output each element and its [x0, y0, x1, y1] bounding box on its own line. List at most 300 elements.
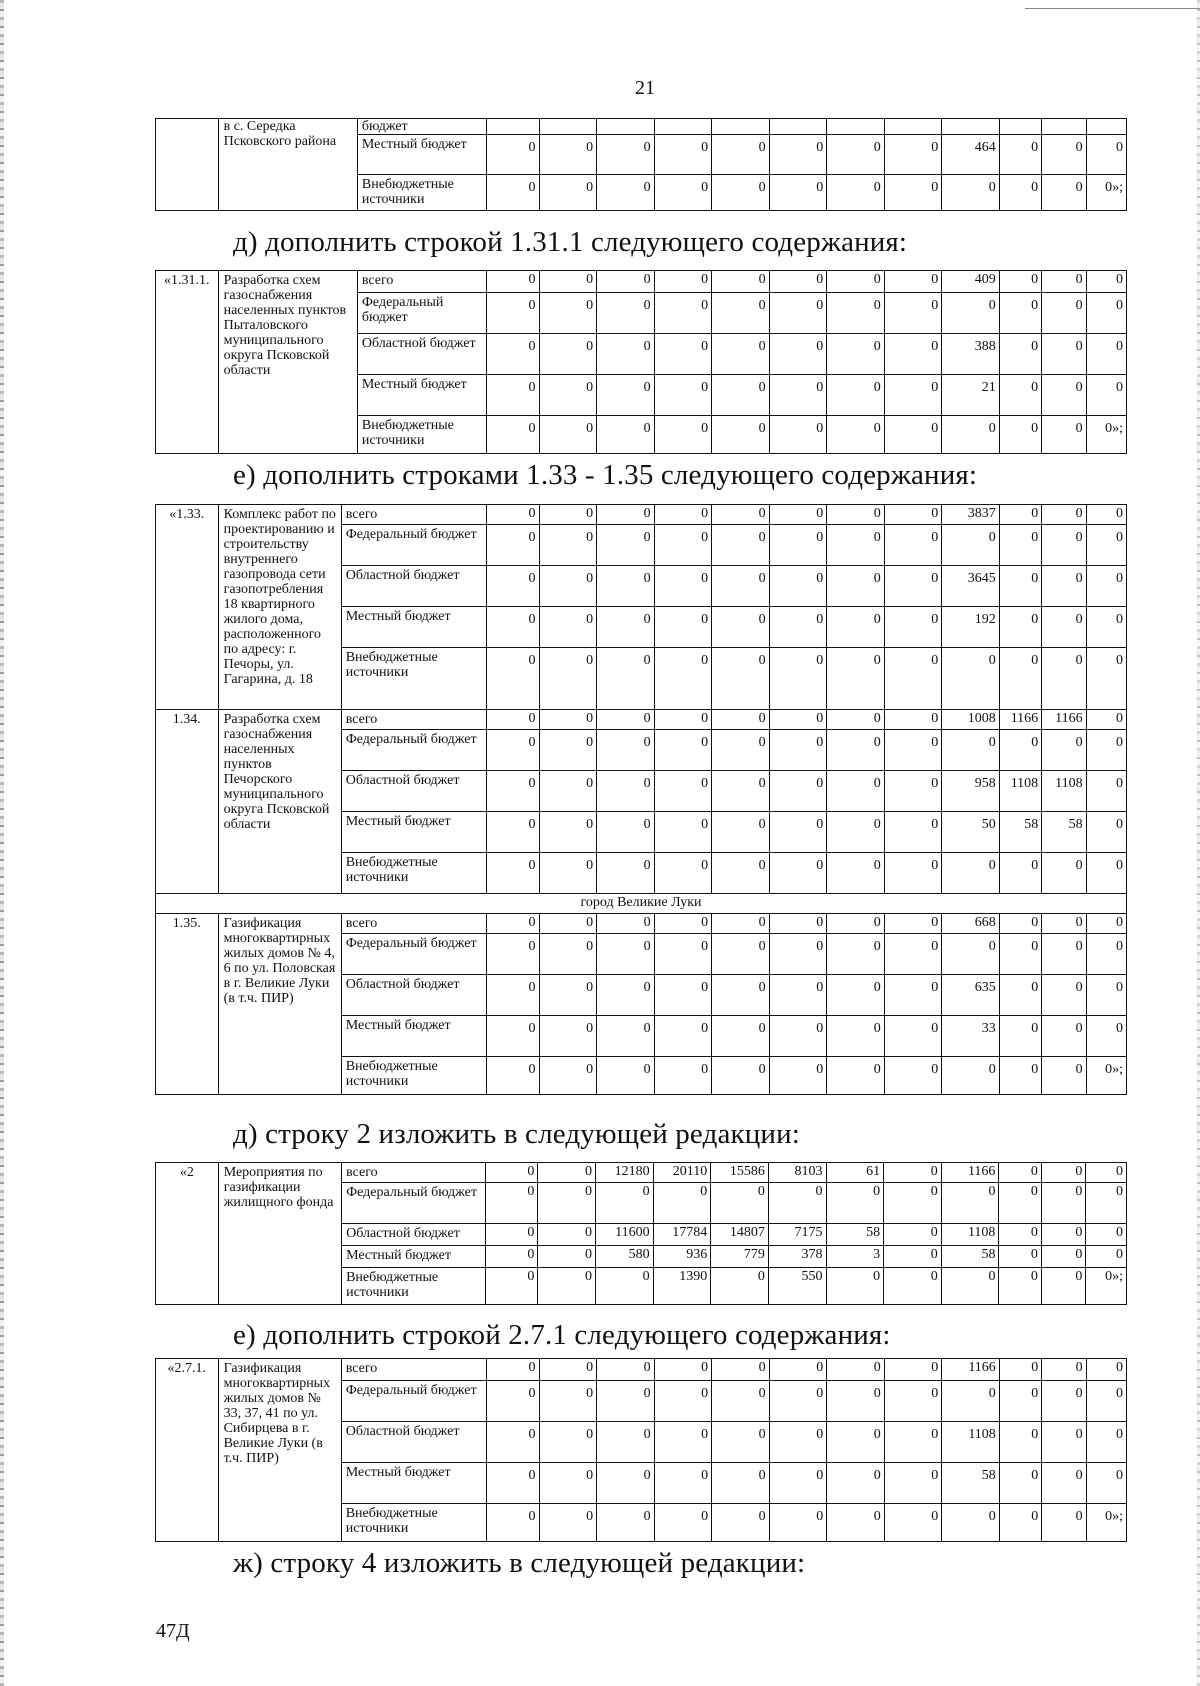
value-cell: 0 [712, 566, 770, 607]
amendment-heading-row-2: д) строку 2 изложить в следующей редакции: [233, 1118, 800, 1150]
value-cell: 0 [941, 1183, 999, 1224]
value-cell: 0 [769, 375, 827, 416]
value-cell: 0 [539, 730, 597, 771]
value-cell: 0 [654, 771, 712, 812]
value-cell: 0 [999, 975, 1041, 1016]
value-cell: 0 [1041, 1268, 1086, 1305]
value-cell: 0 [999, 293, 1041, 334]
value-cell: 0 [539, 853, 597, 894]
value-cell: 0 [487, 1463, 539, 1504]
value-cell: 0 [654, 525, 712, 566]
value-cell: 3 [826, 1246, 884, 1268]
value-cell: 0 [654, 730, 712, 771]
value-cell: 0 [539, 812, 597, 853]
value-cell: 0 [597, 730, 655, 771]
value-cell: 0 [769, 1359, 827, 1381]
funding-source-label: Областной бюджет [342, 1224, 486, 1246]
value-cell: 0 [827, 730, 885, 771]
value-cell: 0 [769, 914, 827, 934]
value-cell: 0 [1042, 375, 1086, 416]
funding-source-label: Федеральный бюджет [341, 525, 486, 566]
amendment-heading-row-4: ж) строку 4 изложить в следующей редакции: [233, 1547, 806, 1579]
value-cell: 0 [1042, 334, 1086, 375]
row-code: 1.35. [156, 914, 219, 1095]
value-cell: 8103 [768, 1163, 826, 1183]
value-cell: 958 [942, 771, 1000, 812]
table-rows-1-33-1-35 [155, 504, 1127, 1095]
value-cell: 0 [539, 771, 597, 812]
value-cell: 0 [1042, 607, 1086, 648]
value-cell: 0 [884, 934, 942, 975]
funding-source-label: Внебюджетные источники [342, 1268, 486, 1305]
value-cell: 0 [884, 175, 942, 211]
value-cell: 0 [769, 1016, 827, 1057]
measure-name: в с. Середка Псковского района [218, 119, 357, 211]
region-label: город Великие Луки [156, 894, 1127, 914]
value-cell: 0 [539, 334, 597, 375]
value-cell: 0 [712, 1381, 770, 1422]
value-cell: 0 [712, 607, 770, 648]
value-cell: 0 [487, 1381, 539, 1422]
value-cell: 0 [827, 934, 885, 975]
value-cell: 0 [654, 375, 712, 416]
value-cell: 0 [884, 710, 942, 730]
table-row [156, 505, 1127, 525]
value-cell: 0 [769, 566, 827, 607]
value-cell: 0 [711, 1183, 769, 1224]
value-cell: 0 [1042, 566, 1086, 607]
value-cell: 0 [654, 334, 712, 375]
funding-source-label: Федеральный бюджет [342, 1183, 486, 1224]
table-row-1-31-1 [155, 270, 1127, 454]
table-continuation [155, 118, 1127, 211]
value-cell: 0 [827, 566, 885, 607]
funding-source-label: Местный бюджет [341, 607, 486, 648]
value-cell: 0 [487, 853, 539, 894]
value-cell: 0 [597, 648, 655, 710]
value-cell: 0 [712, 1422, 770, 1463]
value-cell: 0 [485, 1246, 538, 1268]
value-cell: 0 [597, 505, 655, 525]
value-cell: 0 [654, 1422, 712, 1463]
value-cell: 0 [1086, 1381, 1126, 1422]
value-cell: 0 [827, 416, 885, 454]
value-cell: 936 [653, 1246, 711, 1268]
value-cell: 0 [485, 1268, 538, 1305]
value-cell: 0 [654, 505, 712, 525]
funding-source-label: всего [341, 1359, 486, 1381]
amendment-heading-1-33-1-35: е) дополнить строками 1.33 - 1.35 следующего содержания: [233, 459, 978, 491]
value-cell: 0 [1042, 934, 1086, 975]
value-cell: 0 [1041, 1246, 1086, 1268]
value-cell: 0 [654, 853, 712, 894]
value-cell: 0 [539, 175, 597, 211]
value-cell: 1166 [999, 710, 1041, 730]
amendment-heading-1-31-1: д) дополнить строкой 1.31.1 следующего содержания: [233, 226, 908, 258]
value-cell: 0 [769, 934, 827, 975]
value-cell: 0 [769, 1463, 827, 1504]
value-cell: 0 [485, 1163, 538, 1183]
value-cell: 0 [712, 175, 770, 211]
value-cell: 0 [487, 914, 539, 934]
value-cell: 0 [487, 812, 539, 853]
value-cell: 0 [1086, 648, 1126, 710]
value-cell [712, 119, 770, 135]
value-cell: 0 [654, 812, 712, 853]
value-cell: 0 [827, 710, 885, 730]
value-cell: 0 [487, 135, 539, 175]
value-cell: 1166 [942, 1359, 1000, 1381]
value-cell: 0 [1041, 1163, 1086, 1183]
value-cell: 0 [884, 566, 942, 607]
value-cell: 0 [827, 293, 885, 334]
value-cell: 0 [1086, 853, 1126, 894]
value-cell: 0 [999, 1057, 1041, 1095]
value-cell: 0 [712, 416, 770, 454]
value-cell: 0 [884, 1359, 942, 1381]
table-row-2 [155, 1162, 1127, 1305]
value-cell: 0 [712, 914, 770, 934]
value-cell: 0 [597, 975, 655, 1016]
value-cell: 0 [942, 293, 1000, 334]
funding-source-label: Местный бюджет [342, 1246, 486, 1268]
value-cell: 0 [1086, 812, 1126, 853]
value-cell: 0 [942, 1057, 1000, 1095]
value-cell: 0 [999, 934, 1041, 975]
value-cell: 0 [999, 607, 1041, 648]
value-cell: 464 [942, 135, 1000, 175]
value-cell: 0 [487, 934, 539, 975]
funding-source-label: бюджет [357, 119, 486, 135]
value-cell: 0 [539, 1359, 597, 1381]
funding-source-label: Внебюджетные источники [341, 1057, 486, 1095]
value-cell: 0 [1042, 271, 1086, 293]
value-cell: 0 [827, 1057, 885, 1095]
value-cell: 0 [769, 271, 827, 293]
value-cell: 0 [712, 1016, 770, 1057]
value-cell: 0 [769, 505, 827, 525]
value-cell: 0 [769, 135, 827, 175]
table-row [156, 1359, 1127, 1381]
value-cell: 0 [1086, 1246, 1127, 1268]
value-cell: 21 [942, 375, 1000, 416]
value-cell: 0 [597, 1463, 655, 1504]
value-cell: 0 [1086, 710, 1126, 730]
value-cell [999, 119, 1041, 135]
measure-name: Разработка схем газоснабжения населенных пунктов Пыталовского муниципального округа Псковской области [218, 271, 357, 454]
value-cell: 0 [884, 416, 942, 454]
value-cell: 0 [654, 135, 712, 175]
value-cell: 0 [712, 730, 770, 771]
value-cell: 0 [999, 525, 1041, 566]
value-cell: 0»; [1086, 416, 1126, 454]
value-cell: 50 [942, 812, 1000, 853]
value-cell: 0 [1086, 505, 1126, 525]
value-cell: 0 [539, 1504, 597, 1542]
value-cell: 0 [1042, 175, 1086, 211]
value-cell: 0 [597, 1422, 655, 1463]
value-cell: 0 [485, 1224, 538, 1246]
value-cell: 0 [999, 1163, 1041, 1183]
funding-source-label: Федеральный бюджет [357, 293, 486, 334]
value-cell: 0 [827, 771, 885, 812]
value-cell: 0 [827, 853, 885, 894]
value-cell: 0 [1086, 271, 1126, 293]
value-cell: 0 [826, 1268, 884, 1305]
value-cell: 0 [487, 607, 539, 648]
value-cell: 0 [827, 1463, 885, 1504]
value-cell: 1008 [942, 710, 1000, 730]
value-cell: 0 [712, 525, 770, 566]
value-cell: 0 [999, 1504, 1041, 1542]
value-cell: 0 [1042, 1381, 1086, 1422]
value-cell: 0 [712, 1359, 770, 1381]
value-cell: 0 [1086, 730, 1126, 771]
value-cell: 0 [597, 1359, 655, 1381]
value-cell: 409 [942, 271, 1000, 293]
value-cell: 0 [1042, 1057, 1086, 1095]
value-cell: 0 [487, 975, 539, 1016]
value-cell: 0 [1042, 525, 1086, 566]
scan-corner-line [1025, 8, 1200, 9]
value-cell: 0 [1086, 1359, 1126, 1381]
value-cell: 0 [654, 914, 712, 934]
value-cell: 0 [999, 1246, 1041, 1268]
value-cell: 0 [884, 1163, 942, 1183]
value-cell [539, 119, 597, 135]
value-cell: 0 [999, 730, 1041, 771]
scan-left-edge [0, 0, 4, 1686]
value-cell: 0 [827, 1422, 885, 1463]
value-cell: 0 [654, 1381, 712, 1422]
funding-source-label: всего [341, 710, 486, 730]
value-cell: 0 [597, 525, 655, 566]
value-cell: 0 [884, 1224, 942, 1246]
funding-source-label: Местный бюджет [341, 812, 486, 853]
value-cell: 0 [1086, 1163, 1127, 1183]
value-cell: 0 [769, 607, 827, 648]
value-cell: 0 [769, 175, 827, 211]
value-cell: 0 [712, 648, 770, 710]
value-cell: 0 [999, 853, 1041, 894]
value-cell: 0 [654, 175, 712, 211]
funding-source-label: Областной бюджет [341, 771, 486, 812]
value-cell: 0 [1041, 1183, 1086, 1224]
value-cell: 0 [942, 648, 1000, 710]
value-cell: 0 [487, 648, 539, 710]
value-cell: 0 [884, 1422, 942, 1463]
value-cell: 0 [827, 525, 885, 566]
value-cell: 0 [884, 1504, 942, 1542]
value-cell: 0 [884, 271, 942, 293]
value-cell: 0 [827, 1504, 885, 1542]
value-cell: 1108 [941, 1224, 999, 1246]
value-cell: 0 [942, 175, 1000, 211]
value-cell: 0 [1042, 914, 1086, 934]
value-cell: 0 [1042, 135, 1086, 175]
value-cell: 580 [595, 1246, 653, 1268]
value-cell: 0 [712, 375, 770, 416]
value-cell: 0 [827, 1359, 885, 1381]
value-cell: 0 [487, 293, 539, 334]
value-cell: 0 [769, 730, 827, 771]
value-cell: 0 [597, 1016, 655, 1057]
value-cell: 0 [597, 293, 655, 334]
value-cell: 33 [942, 1016, 1000, 1057]
value-cell: 0 [1086, 293, 1126, 334]
value-cell: 0 [539, 1016, 597, 1057]
value-cell: 0 [597, 375, 655, 416]
value-cell: 3645 [942, 566, 1000, 607]
value-cell: 12180 [595, 1163, 653, 1183]
value-cell: 0 [487, 1422, 539, 1463]
value-cell: 0 [487, 730, 539, 771]
value-cell: 0 [597, 416, 655, 454]
value-cell: 0 [884, 1246, 942, 1268]
value-cell: 0 [884, 607, 942, 648]
value-cell: 0 [539, 293, 597, 334]
value-cell: 0 [884, 1463, 942, 1504]
value-cell: 0 [654, 648, 712, 710]
value-cell: 0 [654, 1057, 712, 1095]
row-code: «2 [156, 1163, 219, 1305]
value-cell: 0 [539, 975, 597, 1016]
value-cell: 0 [487, 416, 539, 454]
row-code: «1.31.1. [156, 271, 219, 454]
value-cell: 58 [1042, 812, 1086, 853]
value-cell: 0 [999, 1268, 1041, 1305]
row-code: «1.33. [156, 505, 219, 710]
value-cell: 0 [1086, 1224, 1127, 1246]
value-cell: 0 [1086, 1463, 1126, 1504]
value-cell: 192 [942, 607, 1000, 648]
value-cell: 0 [487, 710, 539, 730]
value-cell: 0 [769, 975, 827, 1016]
measure-name: Мероприятия по газификации жилищного фонда [218, 1163, 341, 1305]
value-cell: 0 [884, 525, 942, 566]
value-cell: 0 [827, 1381, 885, 1422]
value-cell: 0 [712, 334, 770, 375]
value-cell: 58 [999, 812, 1041, 853]
funding-source-label: Областной бюджет [341, 1422, 486, 1463]
value-cell: 0 [597, 135, 655, 175]
value-cell: 0 [942, 416, 1000, 454]
value-cell: 0 [487, 771, 539, 812]
value-cell: 17784 [653, 1224, 711, 1246]
value-cell: 0 [487, 175, 539, 211]
value-cell: 0 [942, 1381, 1000, 1422]
value-cell: 0 [1042, 416, 1086, 454]
value-cell: 0 [999, 334, 1041, 375]
value-cell: 0»; [1086, 1268, 1127, 1305]
value-cell: 0 [769, 1381, 827, 1422]
value-cell: 0 [712, 1057, 770, 1095]
table-row-2-7-1 [155, 1358, 1127, 1542]
value-cell: 635 [942, 975, 1000, 1016]
funding-source-label: всего [357, 271, 486, 293]
value-cell: 0 [539, 1381, 597, 1422]
measure-name: Газификация многоквартирных жилых домов № 33, 37, 41 по ул. Сибирцева в г. Великие Луки (в т.ч. ПИР) [218, 1359, 341, 1542]
value-cell: 0 [597, 710, 655, 730]
value-cell: 0 [884, 1057, 942, 1095]
value-cell: 0 [539, 525, 597, 566]
value-cell: 0 [827, 334, 885, 375]
value-cell: 0 [539, 607, 597, 648]
value-cell [597, 119, 655, 135]
value-cell: 0 [654, 1359, 712, 1381]
value-cell: 0 [539, 135, 597, 175]
value-cell: 0 [999, 566, 1041, 607]
value-cell: 0 [1042, 648, 1086, 710]
value-cell: 0 [487, 525, 539, 566]
value-cell: 378 [768, 1246, 826, 1268]
value-cell: 0 [1086, 1183, 1127, 1224]
funding-source-label: Областной бюджет [357, 334, 486, 375]
value-cell: 0 [941, 1268, 999, 1305]
value-cell: 0 [539, 375, 597, 416]
value-cell: 0 [654, 607, 712, 648]
value-cell: 550 [768, 1268, 826, 1305]
value-cell: 0 [597, 934, 655, 975]
value-cell: 0 [712, 771, 770, 812]
value-cell: 0 [884, 914, 942, 934]
value-cell: 0 [769, 812, 827, 853]
value-cell: 0 [654, 566, 712, 607]
funding-source-label: Областной бюджет [341, 566, 486, 607]
value-cell: 0 [539, 648, 597, 710]
value-cell: 0 [539, 416, 597, 454]
value-cell: 0 [884, 648, 942, 710]
value-cell: 0 [595, 1268, 653, 1305]
value-cell: 0 [1042, 505, 1086, 525]
value-cell: 0 [487, 1016, 539, 1057]
value-cell: 0 [884, 1183, 942, 1224]
value-cell: 0 [487, 1057, 539, 1095]
value-cell [1086, 119, 1126, 135]
funding-source-label: Внебюджетные источники [357, 416, 486, 454]
value-cell: 388 [942, 334, 1000, 375]
value-cell: 0 [597, 1504, 655, 1542]
value-cell: 0 [999, 505, 1041, 525]
value-cell [942, 119, 1000, 135]
value-cell: 0 [712, 135, 770, 175]
value-cell: 0 [539, 710, 597, 730]
value-cell [884, 119, 942, 135]
value-cell: 0 [999, 1183, 1041, 1224]
value-cell: 0 [884, 135, 942, 175]
value-cell: 0 [1086, 1016, 1126, 1057]
value-cell: 0 [884, 1016, 942, 1057]
value-cell: 0 [712, 293, 770, 334]
value-cell: 668 [942, 914, 1000, 934]
value-cell: 0 [654, 934, 712, 975]
value-cell: 0 [654, 975, 712, 1016]
value-cell: 0 [654, 1016, 712, 1057]
value-cell: 0 [539, 1463, 597, 1504]
value-cell: 0 [999, 175, 1041, 211]
value-cell: 0 [539, 1422, 597, 1463]
value-cell: 0 [538, 1224, 596, 1246]
value-cell: 58 [826, 1224, 884, 1246]
footer-document-code: 47Д [156, 1620, 190, 1642]
value-cell: 0 [999, 375, 1041, 416]
value-cell: 1108 [1042, 771, 1086, 812]
value-cell: 0 [487, 271, 539, 293]
value-cell: 0 [1086, 771, 1126, 812]
page-number: 21 [635, 77, 655, 99]
value-cell: 1390 [653, 1268, 711, 1305]
value-cell: 0 [539, 934, 597, 975]
